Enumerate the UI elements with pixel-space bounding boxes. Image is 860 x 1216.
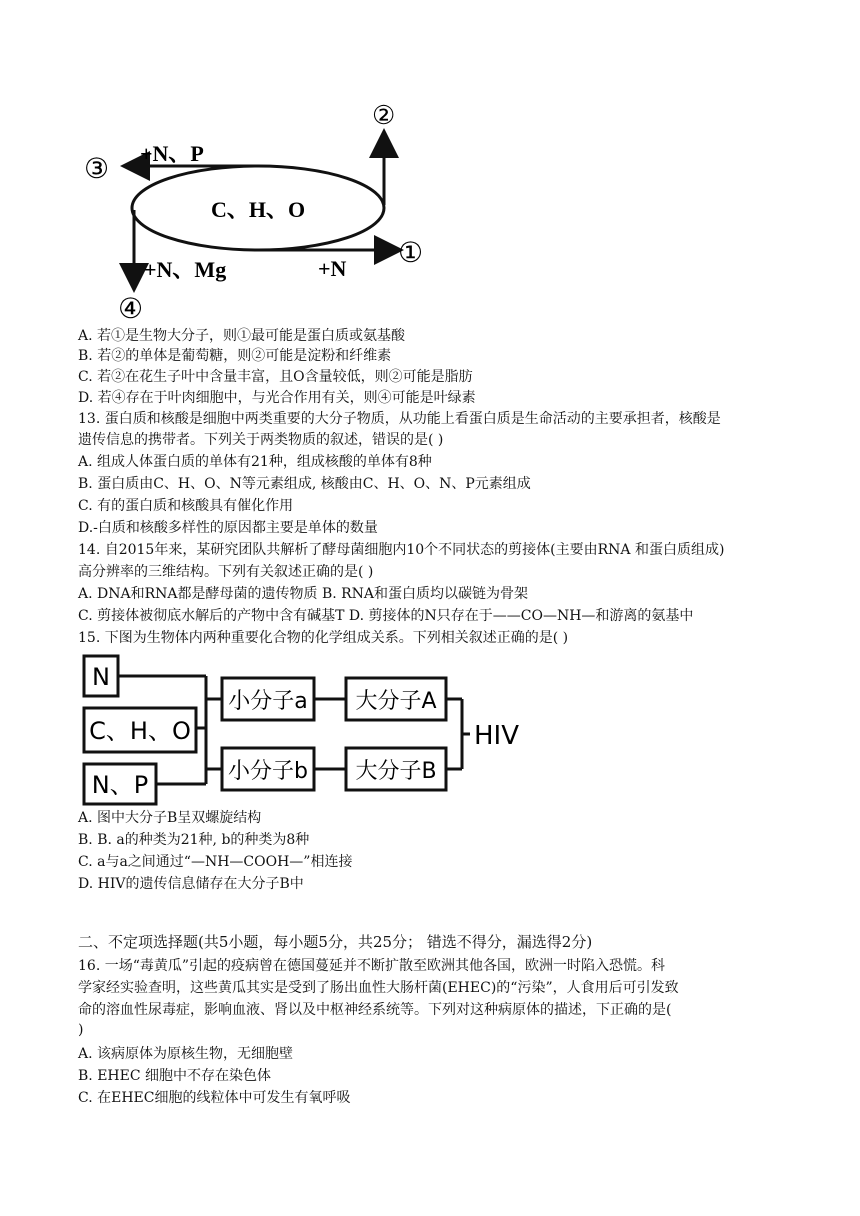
compound-composition-diagram	[0, 648, 860, 808]
q12-option-b: B. 若②的单体是葡萄糖，则②可能是淀粉和纤维素	[78, 348, 392, 364]
box-cho: C、H、O	[89, 717, 191, 745]
box-small-a: 小分子a	[228, 689, 308, 714]
q15-option-c: C. a与a之间通过“—NH—COOH—”相连接	[78, 854, 353, 870]
q16-option-b: B. EHEC 细胞中不存在染色体	[78, 1068, 271, 1084]
box-big-b: 大分子B	[355, 759, 437, 784]
center-label: C、H、O	[210, 197, 306, 222]
q13-option-c: C. 有的蛋白质和核酸具有催化作用	[78, 498, 294, 514]
q13-option-a: A. 组成人体蛋白质的单体有21种，组成核酸的单体有8种	[78, 454, 432, 470]
q15-option-a: A. 图中大分子B呈双螺旋结构	[78, 810, 262, 826]
q13-stem-1: 13. 蛋白质和核酸是细胞中两类重要的大分子物质，从功能上看蛋白质是生命活动的主要承担者，核酸是	[78, 411, 721, 427]
q16-option-c: C. 在EHEC细胞的线粒体中可发生有氧呼吸	[78, 1090, 351, 1106]
element-cycle-diagram	[0, 0, 860, 330]
q16-stem-3: 命的溶血性尿毒症，影响血液、肾以及中枢神经系统等。下列对这种病原体的描述，下正确的是(	[78, 1002, 672, 1018]
node-1: ①	[398, 238, 424, 269]
box-big-a: 大分子A	[355, 689, 437, 714]
node-4: ④	[118, 294, 144, 325]
section-2-heading: 二、不定项选择题(共5小题，每小题5分，共25分； 错选不得分，漏选得2分)	[78, 933, 593, 951]
node-3: ③	[84, 154, 110, 185]
node-2: ②	[372, 101, 396, 130]
q12-option-c: C. 若②在花生子叶中含量丰富，且O含量较低，则②可能是脂肪	[78, 369, 473, 385]
box-np: N、P	[91, 771, 149, 799]
label-hiv: HIV	[474, 721, 520, 751]
label-np: +N、P	[140, 141, 204, 166]
q13-option-b: B. 蛋白质由C、H、O、N等元素组成, 核酸由C、H、O、N、P元素组成	[78, 476, 531, 492]
q14-option-cd: C. 剪接体被彻底水解后的产物中含有碱基T D. 剪接体的N只存在于——CO—NH—和游离的氨基中	[78, 608, 694, 624]
label-nmg: +N、Mg	[144, 257, 227, 282]
q14-stem-2: 高分辨率的三维结构。下列有关叙述正确的是( )	[78, 564, 374, 580]
q13-option-d: D.-白质和核酸多样性的原因都主要是单体的数量	[78, 520, 378, 536]
box-small-b: 小分子b	[228, 759, 308, 784]
q13-stem-2: 遗传信息的携带者。下列关于两类物质的叙述，错误的是( )	[78, 432, 444, 448]
box-n: N	[92, 663, 110, 691]
q12-option-d: D. 若④存在于叶肉细胞中，与光合作用有关，则④可能是叶绿素	[78, 390, 476, 406]
q16-stem-1: 16. 一场“毒黄瓜”引起的疫病曾在德国蔓延并不断扩散至欧洲其他各国，欧洲一时陷入恐慌。科	[78, 958, 666, 974]
q12-option-a: A. 若①是生物大分子，则①最可能是蛋白质或氨基酸	[78, 328, 406, 344]
q15-option-b: B. B. a的种类为21种, b的种类为8种	[78, 832, 310, 848]
q16-option-a: A. 该病原体为原核生物，无细胞壁	[78, 1046, 294, 1062]
label-n: +N	[318, 256, 347, 281]
q16-stem-4: )	[78, 1022, 84, 1038]
q15-option-d: D. HIV的遗传信息储存在大分子B中	[78, 876, 304, 892]
q16-stem-2: 学家经实验查明，这些黄瓜其实是受到了肠出血性大肠杆菌(EHEC)的“污染”，人食用后可引发致	[78, 980, 679, 996]
q15-stem: 15. 下图为生物体内两种重要化合物的化学组成关系。下列相关叙述正确的是( )	[78, 630, 569, 646]
q14-option-ab: A. DNA和RNA都是酵母菌的遗传物质 B. RNA和蛋白质均以碳链为骨架	[78, 586, 529, 602]
q14-stem-1: 14. 自2015年来，某研究团队共解析了酵母菌细胞内10个不同状态的剪接体(主要由RNA 和蛋白质组成)	[78, 542, 725, 558]
